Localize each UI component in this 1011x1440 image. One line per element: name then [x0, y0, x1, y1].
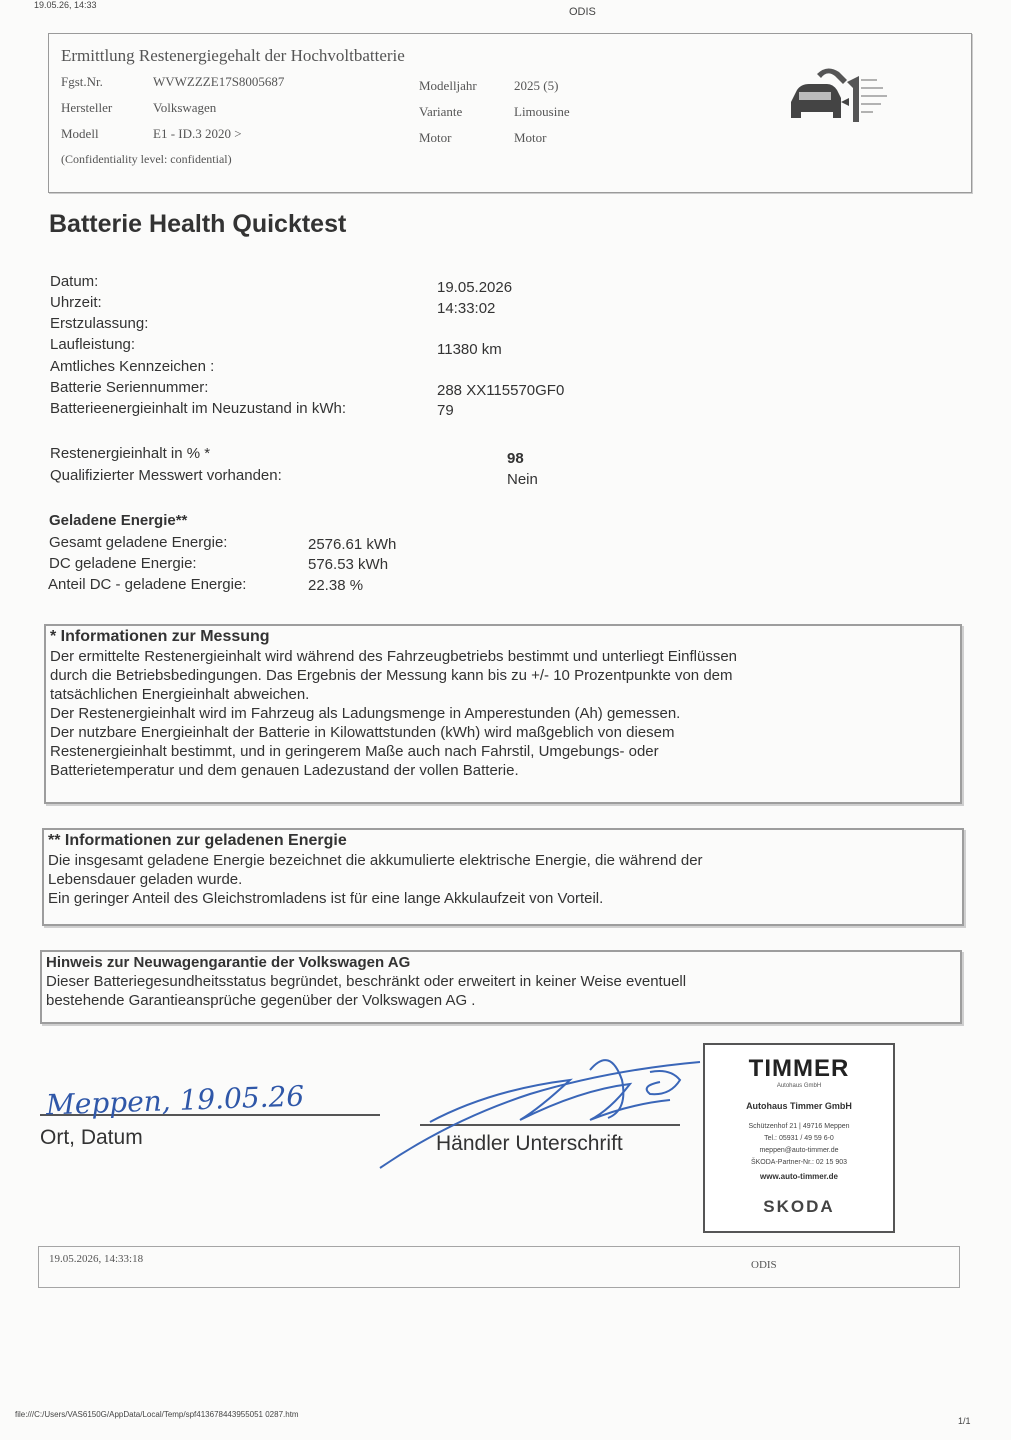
- stamp-phone: Tel.: 05931 / 49 59 6-0: [764, 1135, 834, 1142]
- manufacturer-value: Volkswagen: [153, 100, 217, 115]
- header-title: Ermittlung Restenergiegehalt der Hochvoltbatterie: [61, 46, 405, 65]
- time-label: Uhrzeit:: [50, 294, 102, 311]
- charged-energy-info-line: Die insgesamt geladene Energie bezeichnet die akkumulierte elektrische Energie, die während der: [48, 852, 703, 869]
- measurement-info-box: [44, 624, 962, 804]
- dc-share-value: 22.38 %: [308, 577, 364, 594]
- charged-energy-heading: Geladene Energie**: [49, 512, 188, 529]
- stamp-address: Schützenhof 21 | 49716 Meppen: [748, 1123, 850, 1130]
- first-registration-label: Erstzulassung:: [50, 315, 149, 332]
- header-row-model: [61, 126, 242, 142]
- dealer-stamp: [703, 1043, 895, 1233]
- variant-label: Variante: [419, 104, 463, 119]
- measurement-info-line: Der Restenergieinhalt wird im Fahrzeug als Ladungsmenge in Amperestunden (Ah) gemessen.: [50, 705, 681, 722]
- vehicle-header-box: [48, 33, 972, 193]
- date-value: 19.05.2026: [437, 279, 513, 296]
- qualified-value-label: Qualifizierter Messwert vorhanden:: [50, 467, 282, 484]
- engine-label: Motor: [419, 130, 452, 145]
- time-value: 14:33:02: [437, 300, 496, 317]
- total-energy-value: 2576.61 kWh: [308, 536, 397, 553]
- car-service-icon: [787, 62, 917, 132]
- measurement-info-line: Der ermittelte Restenergieinhalt wird während des Fahrzeugbetriebs bestimmt und unterliegt Einflüssen: [50, 648, 738, 665]
- dealer-signature-label: Händler Unterschrift: [436, 1132, 623, 1155]
- stamp-website: www.auto-timmer.de: [760, 1172, 838, 1181]
- model-year-label: Modelljahr: [419, 78, 477, 93]
- manufacturer-label: Hersteller: [61, 100, 113, 115]
- warranty-notice-title: Hinweis zur Neuwagengarantie der Volkswagen AG: [46, 954, 411, 971]
- measurement-info-line: durch die Betriebsbedingungen. Das Ergebnis der Messung kann bis zu +/- 10 Prozentpunkte von dem: [50, 667, 733, 684]
- battery-capacity-new-label: Batterieenergieinhalt im Neuzustand in kWh:: [50, 400, 346, 417]
- rest-energy-value: 98: [507, 450, 524, 467]
- print-page-number: 1/1: [958, 1416, 971, 1426]
- footer-timestamp: 19.05.2026, 14:33:18: [49, 1253, 144, 1265]
- dc-energy-label: DC geladene Energie:: [49, 555, 197, 572]
- rest-energy-label: Restenergieinhalt in % *: [50, 445, 211, 462]
- mileage-label: Laufleistung:: [50, 336, 136, 353]
- charged-energy-info-box: [42, 828, 964, 926]
- license-plate-label: Amtliches Kennzeichen :: [50, 358, 215, 375]
- measurement-info-title: * Informationen zur Messung: [50, 628, 270, 645]
- footer-box: [38, 1246, 960, 1288]
- header-row-engine: [419, 130, 547, 146]
- footer-app-name: ODIS: [751, 1259, 777, 1271]
- header-row-model-year: [419, 78, 558, 94]
- model-year-value: 2025 (5): [514, 78, 559, 93]
- battery-serial-label: Batterie Seriennummer:: [50, 379, 209, 396]
- battery-capacity-new-value: 79: [437, 402, 454, 419]
- warranty-notice-box: [40, 950, 962, 1024]
- battery-serial-value: 288 XX115570GF0: [437, 382, 565, 399]
- measurement-info-line: Batterietemperatur und dem genauen Ladezustand der vollen Batterie.: [50, 762, 519, 779]
- total-energy-label: Gesamt geladene Energie:: [49, 534, 228, 551]
- charged-energy-info-line: Ein geringer Anteil des Gleichstromladens ist für eine lange Akkulaufzeit von Vorteil.: [48, 890, 604, 907]
- warranty-notice-line: bestehende Garantieansprüche gegenüber der Volkswagen AG .: [46, 992, 476, 1009]
- model-value: E1 - ID.3 2020 >: [153, 126, 242, 141]
- vin-value: WVWZZZE17S8005687: [153, 74, 285, 89]
- measurement-info-line: tatsächlichen Energieinhalt abweichen.: [50, 686, 310, 703]
- dc-energy-value: 576.53 kWh: [308, 556, 389, 573]
- mileage-value: 11380 km: [437, 341, 502, 358]
- warranty-notice-line: Dieser Batteriegesundheitsstatus begründet, beschränkt oder erweitert in keiner Weise eventuell: [46, 973, 687, 990]
- stamp-brand-sub: Autohaus GmbH: [776, 1083, 822, 1089]
- place-date-label: Ort, Datum: [40, 1126, 143, 1149]
- confidentiality-note: (Confidentiality level: confidential): [61, 152, 232, 166]
- model-label: Modell: [61, 126, 99, 141]
- measurement-info-line: Der nutzbare Energieinhalt der Batterie in Kilowattstunden (kWh) wird maßgeblich von diesem: [50, 724, 675, 741]
- stamp-email: meppen@auto-timmer.de: [759, 1147, 839, 1154]
- vin-label: Fgst.Nr.: [61, 74, 103, 89]
- header-row-vin: [61, 74, 284, 90]
- header-row-variant: [419, 104, 570, 120]
- stamp-brand: TIMMER: [748, 1055, 850, 1082]
- print-app-name: ODIS: [569, 6, 596, 18]
- charged-energy-info-line: Lebensdauer geladen wurde.: [48, 871, 243, 888]
- date-label: Datum:: [50, 273, 99, 290]
- print-file-path: file:///C:/Users/VAS6150G/AppData/Local/Temp/spf413678443955051 0287.htm: [15, 1410, 299, 1419]
- stamp-partner-number: ŠKODA-Partner-Nr.: 02 15 903: [750, 1159, 848, 1166]
- stamp-company: Autohaus Timmer GmbH: [746, 1101, 852, 1111]
- print-timestamp: 19.05.26, 14:33: [34, 0, 97, 10]
- dc-share-label: Anteil DC - geladene Energie:: [48, 576, 247, 593]
- handwritten-place-date: Meppen, 19.05.26: [45, 1079, 305, 1122]
- header-row-manufacturer: [61, 100, 216, 116]
- qualified-value-value: Nein: [507, 471, 538, 488]
- page-title: Batterie Health Quicktest: [49, 210, 347, 238]
- variant-value: Limousine: [514, 104, 570, 119]
- dealer-signature-scribble: [370, 1050, 710, 1180]
- engine-value: Motor: [514, 130, 547, 145]
- measurement-info-line: Restenergieinhalt bestimmt, und in geringerem Maße auch nach Fahrstil, Umgebungs- oder: [50, 743, 659, 760]
- charged-energy-info-title: ** Informationen zur geladenen Energie: [48, 832, 347, 849]
- stamp-make-logo: SKODA: [763, 1197, 835, 1216]
